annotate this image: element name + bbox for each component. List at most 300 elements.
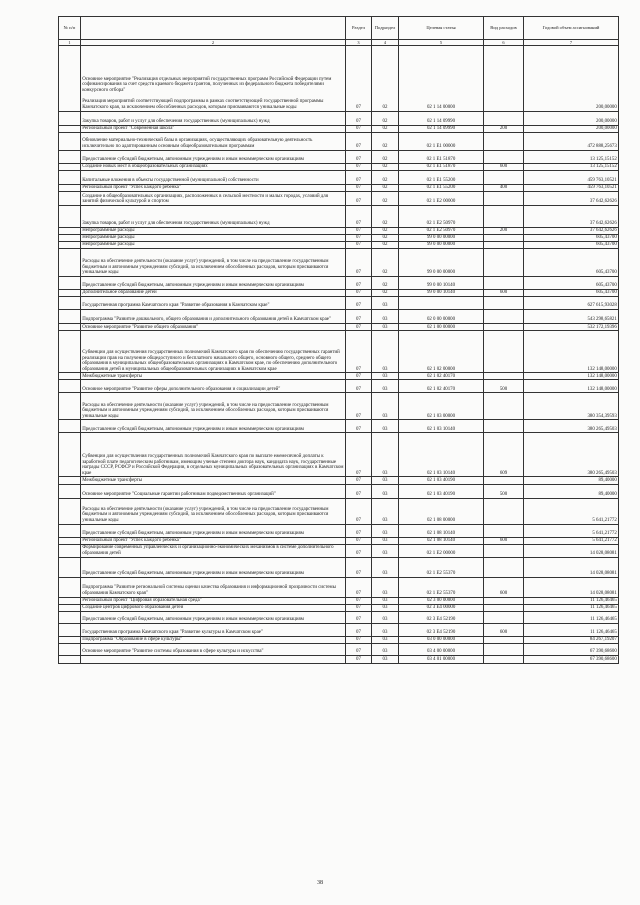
- row-subsection: 03: [372, 577, 399, 597]
- row-target-article: 02 1 08 10140: [399, 524, 484, 537]
- row-subsection: 02: [372, 170, 399, 184]
- row-target-article: 02 0 00 00000: [399, 310, 484, 324]
- row-amount: 459 763,10521: [524, 170, 619, 184]
- row-name: Непрограммные расходы: [81, 227, 346, 234]
- row-amount: 37 642,62626: [524, 205, 619, 227]
- table-row: [59, 191, 619, 205]
- row-number: [59, 477, 81, 484]
- row-subsection: 03: [372, 537, 399, 544]
- header-subsection: Подраздел: [372, 17, 399, 40]
- column-index: 4: [372, 39, 399, 45]
- row-number: [59, 636, 81, 643]
- row-target-article: 02 1 02 00000: [399, 331, 484, 373]
- row-expense-type: 200: [484, 125, 524, 132]
- row-section: 07: [346, 380, 372, 393]
- table-row: [59, 557, 619, 577]
- row-name: [81, 45, 346, 111]
- row-amount: 472 888,25673: [524, 132, 619, 150]
- row-number: [59, 484, 81, 498]
- row-amount: 200,00000: [524, 45, 619, 111]
- row-amount: 14 028,08081: [524, 544, 619, 557]
- row-subsection: 03: [372, 331, 399, 373]
- row-section: 07: [346, 45, 372, 111]
- row-expense-type: [484, 597, 524, 604]
- row-number: [59, 420, 81, 433]
- row-expense-type: [484, 477, 524, 484]
- row-name: Субвенции для осуществления государственных полномочий Камчатского края по выплате ежемесячной доплаты к заработной плате педагогическим работникам, имеющим ученые степени доктора наук, кандидата наук, государственные награды СССР, РСФСР и Российской Федерации, в отдельных муниципальных образовательных организациях в Камчатском крае: [81, 433, 346, 477]
- row-target-article: 03 4 01 00000: [399, 655, 484, 663]
- row-amount: 11 126,46465: [524, 611, 619, 623]
- header-number: № п/п: [59, 17, 81, 40]
- table-row: [59, 477, 619, 484]
- row-target-article: 02 1 14 09990: [399, 125, 484, 132]
- row-subsection: 02: [372, 234, 399, 241]
- row-target-article: 02 1 E1 00000: [399, 132, 484, 150]
- row-target-article: 02 1 03 00000: [399, 393, 484, 420]
- row-amount: 84 267,19207: [524, 636, 619, 643]
- row-number: [59, 277, 81, 290]
- row-name: Региональный проект "Современная школа": [81, 125, 346, 132]
- row-target-article: 02 3 00 00000: [399, 597, 484, 604]
- row-name: Непрограммные расходы: [81, 242, 346, 249]
- row-number: [59, 242, 81, 249]
- row-target-article: 02 1 03 40190: [399, 477, 484, 484]
- row-expense-type: [484, 150, 524, 163]
- row-target-article: 02 1 08 00000: [399, 498, 484, 524]
- row-expense-type: 200: [484, 227, 524, 234]
- row-amount: 605,43700: [524, 290, 619, 297]
- row-section: 07: [346, 484, 372, 498]
- row-name: Предоставление субсидий бюджетным, автономным учреждениям и иным некоммерческим организациям: [81, 524, 346, 537]
- row-section: 07: [346, 537, 372, 544]
- row-name-text: Реализация мероприятий соответствующей подпрограммы в рамках соответствующей государственной программы Камчатского края, за исключением обособленных расходов, которым присваиваются уникальные коды: [82, 99, 324, 110]
- row-target-article: 02 1 E2 00000: [399, 191, 484, 205]
- row-target-article: 02 1 03 10140: [399, 433, 484, 477]
- row-expense-type: [484, 324, 524, 331]
- row-expense-type: 600: [484, 290, 524, 297]
- row-expense-type: [484, 524, 524, 537]
- row-number: [59, 290, 81, 297]
- row-subsection: 03: [372, 611, 399, 623]
- table-row: [59, 132, 619, 150]
- row-expense-type: [484, 277, 524, 290]
- row-amount: 605,43700: [524, 249, 619, 277]
- row-section: 07: [346, 111, 372, 125]
- row-target-article: 02 3 E4 52190: [399, 623, 484, 636]
- row-section: 07: [346, 420, 372, 433]
- row-name: Предоставление субсидий бюджетным, автономным учреждениям и иным некоммерческим организациям: [81, 277, 346, 290]
- row-section: 07: [346, 373, 372, 380]
- row-expense-type: [484, 111, 524, 125]
- row-target-article: 02 1 E2 55370: [399, 557, 484, 577]
- row-section: 07: [346, 297, 372, 310]
- row-section: 07: [346, 125, 372, 132]
- row-amount: 132 148,00000: [524, 373, 619, 380]
- row-amount: 37 642,62626: [524, 227, 619, 234]
- row-name: Обновление материально-технической базы в организациях, осуществляющих образовательную деятельность исключительно по адаптированным основным общеобразовательным программам: [81, 132, 346, 150]
- row-number: [59, 132, 81, 150]
- row-amount: 14 028,08081: [524, 557, 619, 577]
- row-expense-type: [484, 45, 524, 111]
- row-section: 07: [346, 636, 372, 643]
- table-row: [59, 163, 619, 170]
- row-subsection: 02: [372, 163, 399, 170]
- row-target-article: 02 1 E1 55200: [399, 184, 484, 191]
- table-row: [59, 45, 619, 111]
- row-subsection: 03: [372, 597, 399, 604]
- row-target-article: 02 1 14 00000: [399, 45, 484, 111]
- row-amount: 627 615,93028: [524, 297, 619, 310]
- row-target-article: 03 4 00 00000: [399, 643, 484, 655]
- page-number: 38: [317, 880, 323, 886]
- row-name: Подпрограмма "Развитие региональной системы оценки качества образования и информационной прозрачности системы образования Камчатского края": [81, 577, 346, 597]
- row-amount: 67 390,68600: [524, 643, 619, 655]
- row-subsection: 03: [372, 604, 399, 611]
- row-subsection: 02: [372, 227, 399, 234]
- row-number: [59, 393, 81, 420]
- row-amount: 5 641,21772: [524, 537, 619, 544]
- row-target-article: 02 1 02 40170: [399, 373, 484, 380]
- row-subsection: 02: [372, 132, 399, 150]
- row-expense-type: [484, 132, 524, 150]
- row-subsection: 02: [372, 184, 399, 191]
- column-index: 6: [484, 39, 524, 45]
- row-name: [81, 655, 346, 663]
- row-section: 07: [346, 191, 372, 205]
- row-subsection: 03: [372, 484, 399, 498]
- table-row: [59, 655, 619, 663]
- column-index: 1: [59, 39, 81, 45]
- table-row: [59, 498, 619, 524]
- table-row: [59, 604, 619, 611]
- row-target-article: 02 1 E1 55200: [399, 170, 484, 184]
- row-target-article: 02 1 00 00000: [399, 324, 484, 331]
- row-subsection: 02: [372, 111, 399, 125]
- row-name: Предоставление субсидий бюджетным, автономным учреждениям и иным некоммерческим организациям: [81, 420, 346, 433]
- table-row: [59, 324, 619, 331]
- row-target-article: 02 1 14 09990: [399, 111, 484, 125]
- row-amount: 605,43700: [524, 242, 619, 249]
- row-section: 07: [346, 498, 372, 524]
- table-row: [59, 373, 619, 380]
- row-subsection: 02: [372, 205, 399, 227]
- row-name: Региональный проект "Успех каждого ребенка": [81, 184, 346, 191]
- row-target-article: [399, 297, 484, 310]
- header-annual-amount: Годовой объем ассигнований: [524, 17, 619, 40]
- row-expense-type: 600: [484, 163, 524, 170]
- table-row: [59, 227, 619, 234]
- row-name: Создание центров цифрового образования детей: [81, 604, 346, 611]
- row-expense-type: [484, 234, 524, 241]
- table-row: [59, 393, 619, 420]
- row-subsection: 03: [372, 524, 399, 537]
- row-expense-type: [484, 249, 524, 277]
- row-subsection: 03: [372, 373, 399, 380]
- row-amount: 532 172,19396: [524, 324, 619, 331]
- row-section: 07: [346, 234, 372, 241]
- row-section: 07: [346, 132, 372, 150]
- table-row: [59, 170, 619, 184]
- row-section: 07: [346, 324, 372, 331]
- column-index: 5: [399, 39, 484, 45]
- table-row: [59, 643, 619, 655]
- row-amount: 11 126,46465: [524, 597, 619, 604]
- row-amount: 5 641,21772: [524, 524, 619, 537]
- table-row: [59, 537, 619, 544]
- table-row: [59, 331, 619, 373]
- row-number: [59, 577, 81, 597]
- row-subsection: 03: [372, 544, 399, 557]
- row-section: 07: [346, 150, 372, 163]
- row-amount: 132 148,00000: [524, 380, 619, 393]
- row-expense-type: [484, 655, 524, 663]
- row-section: 07: [346, 597, 372, 604]
- row-amount: 605,43700: [524, 277, 619, 290]
- row-subsection: 03: [372, 557, 399, 577]
- table-row: [59, 249, 619, 277]
- row-number: [59, 643, 81, 655]
- row-name: Предоставление субсидий бюджетным, автономным учреждениям и иным некоммерческим организациям: [81, 150, 346, 163]
- row-number: [59, 234, 81, 241]
- row-name: Расходы на обеспечение деятельности (оказание услуг) учреждений, в том числе на предоставление государственным бюджетным и автономным учреждениям субсидий, за исключением обособленных расходов, которым присваиваются уникальные коды: [81, 249, 346, 277]
- row-number: [59, 373, 81, 380]
- row-target-article: 99 0 00 00000: [399, 234, 484, 241]
- table-row: [59, 433, 619, 477]
- budget-table: [58, 16, 619, 664]
- row-name: Подпрограмма "Образование в сфере культуры": [81, 636, 346, 643]
- row-expense-type: [484, 205, 524, 227]
- row-section: 07: [346, 242, 372, 249]
- row-target-article: 02 3 E4 00000: [399, 604, 484, 611]
- row-name: Основное мероприятие "Социальные гарантии работникам подведомственных организаций": [81, 484, 346, 498]
- table-row: [59, 524, 619, 537]
- row-name: Дополнительное образование детей: [81, 290, 346, 297]
- row-number: [59, 205, 81, 227]
- row-number: [59, 163, 81, 170]
- row-expense-type: 600: [484, 577, 524, 597]
- row-number: [59, 623, 81, 636]
- row-subsection: 03: [372, 393, 399, 420]
- row-expense-type: [484, 604, 524, 611]
- row-target-article: 99 0 00 10140: [399, 277, 484, 290]
- header-name: [81, 17, 346, 40]
- row-name: Расходы на обеспечение деятельности (оказание услуг) учреждений, в том числе на предоставление государственным бюджетным и автономным учреждениям субсидий, за исключением обособленных расходов, которым присваиваются уникальные коды: [81, 498, 346, 524]
- row-number: [59, 498, 81, 524]
- row-subsection: 03: [372, 643, 399, 655]
- row-amount: 13 125,15152: [524, 163, 619, 170]
- row-amount: 200,00000: [524, 125, 619, 132]
- row-number: [59, 331, 81, 373]
- row-section: 07: [346, 604, 372, 611]
- row-section: 07: [346, 577, 372, 597]
- table-row: [59, 234, 619, 241]
- row-subsection: 03: [372, 655, 399, 663]
- row-number: [59, 125, 81, 132]
- row-section: 07: [346, 310, 372, 324]
- row-subsection: 02: [372, 242, 399, 249]
- row-subsection: 03: [372, 477, 399, 484]
- table-row: [59, 184, 619, 191]
- row-amount: 380 265,49503: [524, 433, 619, 477]
- row-expense-type: [484, 297, 524, 310]
- table-row: [59, 277, 619, 290]
- row-number: [59, 604, 81, 611]
- row-amount: 13 125,15152: [524, 150, 619, 163]
- row-expense-type: [484, 242, 524, 249]
- table-row: [59, 111, 619, 125]
- row-number: [59, 297, 81, 310]
- row-section: 07: [346, 290, 372, 297]
- row-amount: 380 265,49503: [524, 420, 619, 433]
- row-number: [59, 544, 81, 557]
- column-index: 2: [81, 39, 346, 45]
- row-name: Основное мероприятие "Развитие системы образования в сфере культуры и искусства": [81, 643, 346, 655]
- row-subsection: 03: [372, 498, 399, 524]
- row-number: [59, 184, 81, 191]
- row-target-article: 99 0 00 00000: [399, 249, 484, 277]
- row-amount: 14 028,08081: [524, 577, 619, 597]
- row-section: 07: [346, 163, 372, 170]
- row-section: 07: [346, 544, 372, 557]
- row-amount: 37 642,62626: [524, 191, 619, 205]
- row-name: Основное мероприятие "Развитие сферы дополнительного образования и социализации детей": [81, 380, 346, 393]
- row-subsection: 03: [372, 310, 399, 324]
- row-section: 07: [346, 655, 372, 663]
- row-name: Подпрограмма "Развитие дошкольного, общего образования и дополнительного образования детей в Камчатском крае": [81, 310, 346, 324]
- row-number: [59, 227, 81, 234]
- row-expense-type: [484, 331, 524, 373]
- row-name: Непрограммные расходы: [81, 234, 346, 241]
- row-name: Предоставление субсидий бюджетным, автономным учреждениям и иным некоммерческим организациям: [81, 557, 346, 577]
- row-expense-type: 600: [484, 623, 524, 636]
- row-amount: 11 126,46465: [524, 623, 619, 636]
- row-amount: 380 354,39593: [524, 393, 619, 420]
- row-target-article: 02 1 E1 51870: [399, 150, 484, 163]
- row-section: 07: [346, 249, 372, 277]
- row-target-article: 99 0 00 00000: [399, 242, 484, 249]
- row-amount: 132 148,00000: [524, 331, 619, 373]
- row-subsection: 03: [372, 636, 399, 643]
- table-row: [59, 420, 619, 433]
- row-number: [59, 433, 81, 477]
- table-row: [59, 297, 619, 310]
- row-amount: 89,40000: [524, 484, 619, 498]
- row-section: 07: [346, 205, 372, 227]
- row-target-article: 02 1 E2 55370: [399, 577, 484, 597]
- row-name: Создание в общеобразовательных организациях, расположенных в сельской местности и малых городах, условий для занятий физической культурой и спортом: [81, 191, 346, 205]
- row-name: Межбюджетные трансферты: [81, 477, 346, 484]
- row-section: 07: [346, 277, 372, 290]
- row-subsection: 02: [372, 191, 399, 205]
- row-section: 07: [346, 331, 372, 373]
- row-number: [59, 597, 81, 604]
- row-name: Государственная программа Камчатского края "Развитие культуры в Камчатском крае": [81, 623, 346, 636]
- row-target-article: 02 1 03 40190: [399, 484, 484, 498]
- row-subsection: 03: [372, 380, 399, 393]
- table-row: [59, 544, 619, 557]
- row-target-article: 02 1 E1 51870: [399, 163, 484, 170]
- row-target-article: 02 3 E4 52190: [399, 611, 484, 623]
- row-subsection: 02: [372, 150, 399, 163]
- row-amount: 5 641,21772: [524, 498, 619, 524]
- row-target-article: 02 1 03 10140: [399, 420, 484, 433]
- row-section: 07: [346, 184, 372, 191]
- row-amount: 459 763,10521: [524, 184, 619, 191]
- row-section: 07: [346, 557, 372, 577]
- row-expense-type: [484, 498, 524, 524]
- row-section: 07: [346, 433, 372, 477]
- header-section: Раздел: [346, 17, 372, 40]
- row-expense-type: [484, 310, 524, 324]
- row-section: 07: [346, 227, 372, 234]
- table-row: [59, 310, 619, 324]
- row-section: 07: [346, 477, 372, 484]
- row-subsection: 02: [372, 125, 399, 132]
- row-name: Формирование современных управленческих и организационно-экономических механизмов в системе дополнительного образования детей: [81, 544, 346, 557]
- table-row: [59, 484, 619, 498]
- row-expense-type: 600: [484, 537, 524, 544]
- row-name: Создание новых мест в общеобразовательных организациях: [81, 163, 346, 170]
- row-name: Закупка товаров, работ и услуг для обеспечения государственных (муниципальных) нужд: [81, 205, 346, 227]
- row-section: 07: [346, 524, 372, 537]
- row-expense-type: 500: [484, 484, 524, 498]
- row-number: [59, 111, 81, 125]
- table-row: [59, 242, 619, 249]
- row-expense-type: [484, 557, 524, 577]
- row-number: [59, 557, 81, 577]
- row-name: Межбюджетные трансферты: [81, 373, 346, 380]
- row-number: [59, 655, 81, 663]
- row-section: 07: [346, 623, 372, 636]
- table-row: [59, 290, 619, 297]
- row-expense-type: 609: [484, 433, 524, 477]
- row-subsection: 03: [372, 623, 399, 636]
- row-subsection: 02: [372, 277, 399, 290]
- row-name: Субвенции для осуществления государственных полномочий Камчатского края по обеспечению государственных гарантий реализации прав на получение общедоступного и бесплатного начального общего, основного общего, среднего общего образования в муниципальных общеобразовательных организациях в Камчатском крае, по обеспечению дополнительного образования детей в муниципальных общеобразовательных организациях в Камчатском крае: [81, 331, 346, 373]
- row-target-article: 02 1 E2 50970: [399, 205, 484, 227]
- row-expense-type: [484, 170, 524, 184]
- row-name: Региональный проект "Цифровая образовательная среда": [81, 597, 346, 604]
- table-row: [59, 380, 619, 393]
- table-row: [59, 205, 619, 227]
- row-number: [59, 45, 81, 111]
- row-target-article: 02 1 E2 00000: [399, 544, 484, 557]
- row-section: 07: [346, 611, 372, 623]
- row-number: [59, 380, 81, 393]
- row-name: Предоставление субсидий бюджетным, автономным учреждениям и иным некоммерческим организациям: [81, 611, 346, 623]
- table-row: [59, 623, 619, 636]
- row-subsection: 03: [372, 420, 399, 433]
- row-expense-type: [484, 191, 524, 205]
- row-name: Основное мероприятие "Развитие общего образования": [81, 324, 346, 331]
- table-row: [59, 577, 619, 597]
- row-name: Региональный проект "Успех каждого ребенка": [81, 537, 346, 544]
- table-row: [59, 611, 619, 623]
- row-number: [59, 249, 81, 277]
- row-amount: 67 390,68600: [524, 655, 619, 663]
- row-subsection: 02: [372, 45, 399, 111]
- row-target-article: 02 1 02 40170: [399, 380, 484, 393]
- row-number: [59, 611, 81, 623]
- row-expense-type: [484, 373, 524, 380]
- row-subsection: 02: [372, 290, 399, 297]
- row-number: [59, 537, 81, 544]
- row-number: [59, 524, 81, 537]
- row-expense-type: [484, 611, 524, 623]
- column-index: 3: [346, 39, 372, 45]
- row-amount: 543 298,65821: [524, 310, 619, 324]
- row-amount: 89,40000: [524, 477, 619, 484]
